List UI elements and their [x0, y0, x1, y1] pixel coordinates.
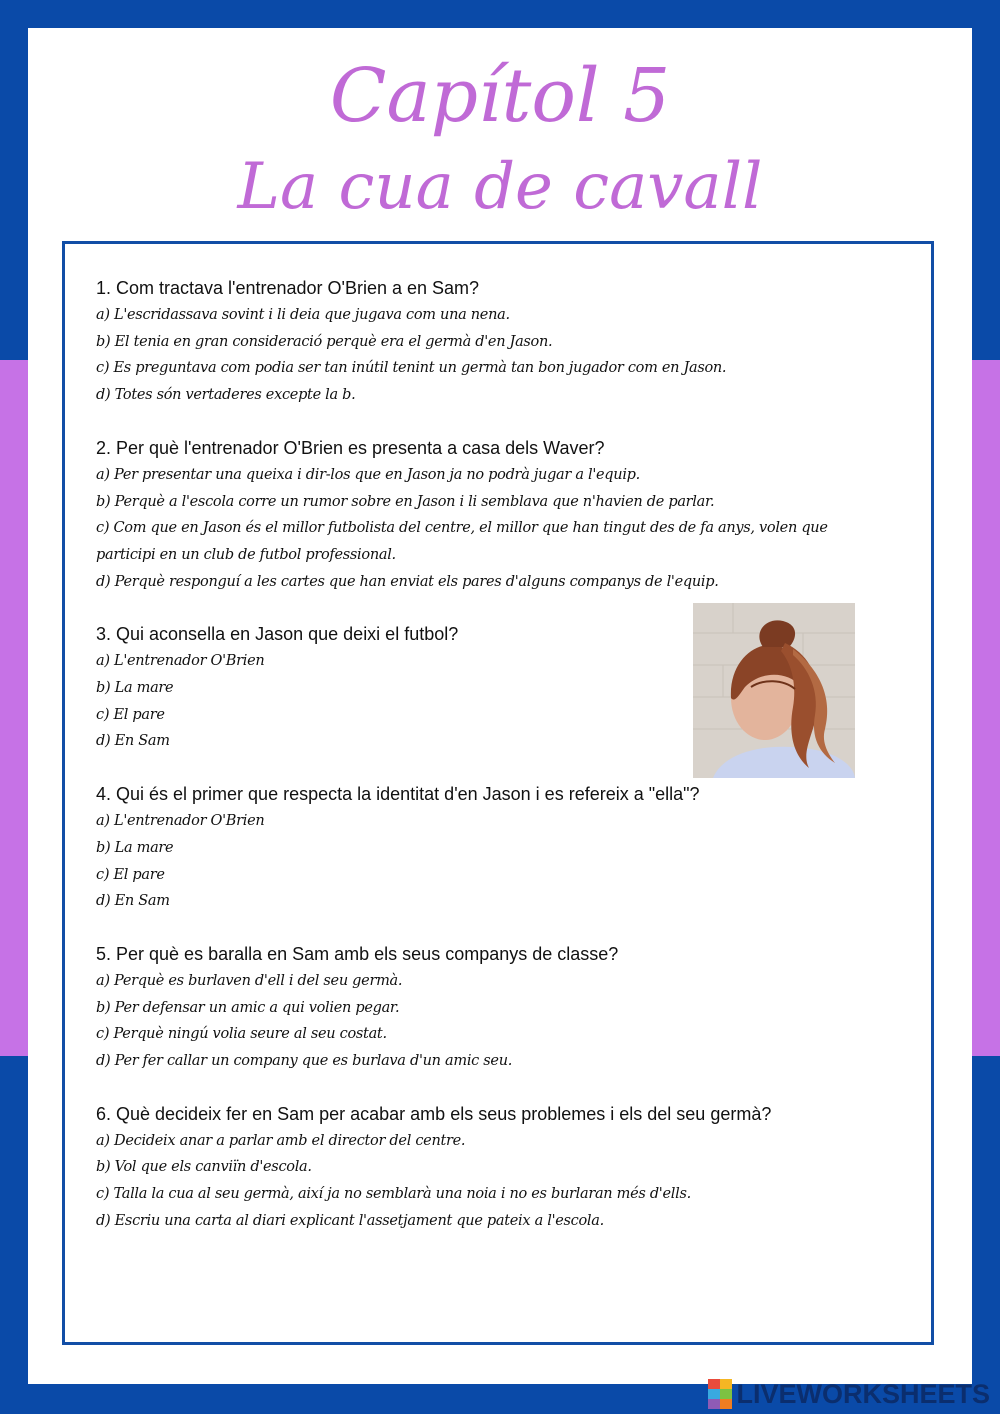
- answer-option[interactable]: a) Decideix anar a parlar amb el director del centre.: [96, 1132, 466, 1149]
- answer-option[interactable]: a) L'entrenador O'Brien: [96, 813, 265, 830]
- answer-option[interactable]: c) Talla la cua al seu germà, així ja no semblarà una noia i no es burlaran més d'ells.: [96, 1186, 691, 1203]
- answer-option[interactable]: b) Vol que els canviïn d'escola.: [96, 1159, 312, 1176]
- answer-option[interactable]: b) La mare: [96, 680, 174, 697]
- question-text: 2. Per què l'entrenador O'Brien es presenta a casa dels Waver?: [96, 437, 605, 458]
- ponytail-illustration: [693, 603, 855, 778]
- question-text: 6. Què decideix fer en Sam per acabar amb els seus problemes i els del seu germà?: [96, 1103, 772, 1124]
- watermark-text: LIVEWORKSHEETS: [736, 1378, 990, 1409]
- answer-option[interactable]: b) El tenia en gran consideració perquè era el germà d'en Jason.: [96, 333, 553, 350]
- question-text: 5. Per què es baralla en Sam amb els seus companys de classe?: [96, 943, 619, 964]
- question-block: [96, 781, 896, 915]
- answer-option[interactable]: a) L'escridassava sovint i li deia que jugava com una nena.: [96, 307, 510, 323]
- answer-option[interactable]: c) El pare: [96, 706, 165, 723]
- liveworksheets-watermark: [708, 1378, 990, 1410]
- question-block: [96, 941, 896, 1075]
- answer-option[interactable]: d) Perquè responguí a les cartes que han enviat els pares d'alguns companys de l'equip.: [96, 573, 719, 590]
- answer-option[interactable]: d) Escriu una carta al diari explicant l'assetjament que pateix a l'escola.: [96, 1212, 604, 1229]
- liveworksheets-logo-icon: [708, 1379, 732, 1409]
- answer-option[interactable]: a) Per presentar una queixa i dir-los que en Jason ja no podrà jugar a l'equip.: [96, 466, 640, 483]
- question-block: [96, 275, 896, 409]
- chapter-subtitle: La cua de cavall: [237, 150, 763, 224]
- answer-option[interactable]: b) Perquè a l'escola corre un rumor sobre en Jason i li semblava que n'havien de parlar.: [96, 493, 715, 510]
- chapter-title: Capítol 5: [329, 53, 671, 139]
- answer-option[interactable]: b) Per defensar un amic a qui volien pegar.: [96, 999, 400, 1016]
- answer-option[interactable]: c) Perquè ningú volia seure al seu costat.: [96, 1026, 387, 1043]
- answer-option[interactable]: c) El pare: [96, 866, 165, 883]
- answer-option[interactable]: d) Per fer callar un company que es burlava d'un amic seu.: [96, 1053, 513, 1070]
- answer-option[interactable]: c) Com que en Jason és el millor futbolista del centre, el millor que han tingut des de fa anys, volen que participi en un club de futbol professional.: [96, 520, 828, 563]
- question-text: 4. Qui és el primer que respecta la identitat d'en Jason i es refereix a "ella"?: [96, 784, 700, 805]
- question-text: 1. Com tractava l'entrenador O'Brien a en Sam?: [96, 278, 480, 298]
- answer-option[interactable]: d) En Sam: [96, 733, 170, 750]
- answer-option[interactable]: a) Perquè es burlaven d'ell i del seu germà.: [96, 972, 403, 989]
- answer-option[interactable]: d) Totes són vertaderes excepte la b.: [96, 387, 356, 404]
- answer-option[interactable]: a) L'entrenador O'Brien: [96, 653, 265, 670]
- answer-option[interactable]: b) La mare: [96, 839, 174, 856]
- ponytail-photo: [693, 603, 855, 778]
- answer-option[interactable]: c) Es preguntava com podia ser tan inútil tenint un germà tan bon jugador com en Jason.: [96, 360, 727, 377]
- question-block: [96, 1101, 896, 1235]
- answer-option[interactable]: d) En Sam: [96, 893, 170, 910]
- question-text: 3. Qui aconsella en Jason que deixi el futbol?: [96, 624, 459, 645]
- question-block: [96, 435, 896, 596]
